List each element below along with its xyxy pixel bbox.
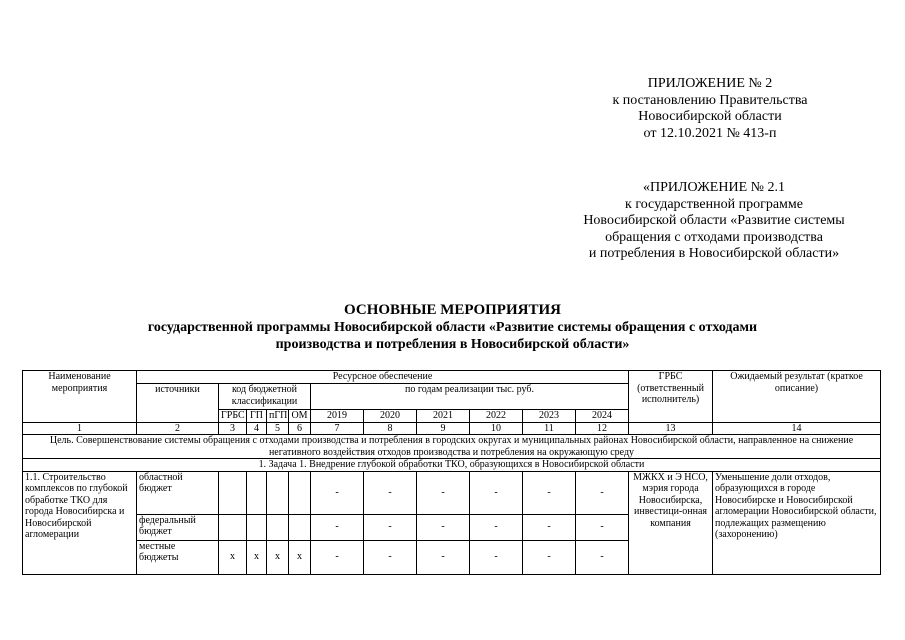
- previous-appendix-line: «ПРИЛОЖЕНИЕ № 2.1: [643, 180, 785, 195]
- code-cell: [247, 471, 267, 514]
- column-number: 10: [470, 422, 523, 435]
- column-number: 4: [247, 422, 267, 435]
- source-cell: областной бюджет: [137, 471, 219, 514]
- column-numbers-row: [23, 422, 881, 435]
- header-year: 2024: [576, 410, 629, 423]
- header-year: 2020: [364, 410, 417, 423]
- value-cell: -: [311, 540, 364, 574]
- title-line-3: производства и потребления в Новосибирской области»: [275, 337, 630, 352]
- code-cell: [289, 471, 311, 514]
- value-cell: -: [417, 471, 470, 514]
- value-cell: -: [576, 471, 629, 514]
- column-number: 3: [219, 422, 247, 435]
- value-cell: -: [470, 540, 523, 574]
- header-name: Наименование мероприятия: [23, 371, 137, 423]
- column-number: 2: [137, 422, 219, 435]
- code-cell: х: [267, 540, 289, 574]
- code-cell: [219, 514, 247, 540]
- header-resources: Ресурсное обеспечение: [137, 371, 629, 384]
- code-cell: х: [219, 540, 247, 574]
- code-cell: [267, 471, 289, 514]
- value-cell: -: [576, 514, 629, 540]
- column-number: 7: [311, 422, 364, 435]
- measure-name: 1.1. Строительство комплексов по глубокой обработке ТКО для города Новосибирска и Новосибирской агломерации: [23, 471, 137, 574]
- value-cell: -: [576, 540, 629, 574]
- header-code-col: ОМ: [289, 410, 311, 423]
- value-cell: -: [417, 540, 470, 574]
- value-cell: -: [364, 471, 417, 514]
- appendix-line: ПРИЛОЖЕНИЕ № 2: [647, 76, 773, 91]
- code-cell: [219, 471, 247, 514]
- header-sources: источники: [137, 384, 219, 423]
- document-title: [40, 302, 865, 353]
- code-cell: [247, 514, 267, 540]
- value-cell: -: [470, 514, 523, 540]
- column-number: 1: [23, 422, 137, 435]
- value-cell: -: [470, 471, 523, 514]
- value-cell: -: [523, 540, 576, 574]
- responsible-cell: МЖКХ и Э НСО, мэрия города Новосибирска, инвестици-онная компания: [629, 471, 713, 574]
- code-cell: [289, 514, 311, 540]
- column-number: 8: [364, 422, 417, 435]
- source-cell: местные бюджеты: [137, 540, 219, 574]
- column-number: 12: [576, 422, 629, 435]
- column-number: 14: [713, 422, 881, 435]
- appendix-header: [560, 76, 860, 142]
- code-cell: [267, 514, 289, 540]
- column-number: 5: [267, 422, 289, 435]
- code-cell: х: [247, 540, 267, 574]
- value-cell: -: [364, 514, 417, 540]
- header-code-col: пГП: [267, 410, 289, 423]
- value-cell: -: [311, 514, 364, 540]
- measures-table: [22, 370, 881, 575]
- title-line-1: ОСНОВНЫЕ МЕРОПРИЯТИЯ: [344, 302, 561, 318]
- appendix-line: Новосибирской области: [638, 109, 782, 124]
- column-number: 9: [417, 422, 470, 435]
- header-year: 2023: [523, 410, 576, 423]
- header-result: Ожидаемый результат (краткое описание): [713, 371, 881, 423]
- value-cell: -: [417, 514, 470, 540]
- header-year: 2022: [470, 410, 523, 423]
- value-cell: -: [523, 471, 576, 514]
- previous-appendix-header: [548, 180, 880, 263]
- source-cell: федеральный бюджет: [137, 514, 219, 540]
- goal-row: Цель. Совершенствование системы обращения с отходами производства и потребления в городских округах и муниципальных районах Новосибирской области, направленное на снижение негативного воздействия отходов производства и потребления на окружающую среду: [23, 435, 881, 459]
- value-cell: -: [364, 540, 417, 574]
- header-year: 2021: [417, 410, 470, 423]
- title-line-2: государственной программы Новосибирской области «Развитие системы обращения с отходами: [147, 320, 758, 335]
- header-budget-code: код бюджетной классификации: [219, 384, 311, 410]
- value-cell: -: [311, 471, 364, 514]
- previous-appendix-line: и потребления в Новосибирской области»: [588, 246, 840, 261]
- appendix-line: от 12.10.2021 № 413-п: [643, 125, 777, 141]
- previous-appendix-line: обращения с отходами производства: [605, 229, 823, 245]
- value-cell: -: [523, 514, 576, 540]
- column-number: 6: [289, 422, 311, 435]
- previous-appendix-line: к государственной программе: [625, 196, 803, 212]
- task-row: 1. Задача 1. Внедрение глубокой обработки ТКО, образующихся в Новосибирской области: [23, 459, 881, 472]
- header-code-col: ГП: [247, 410, 267, 423]
- header-grbs: ГРБС (ответственный исполнитель): [629, 371, 713, 423]
- column-number: 11: [523, 422, 576, 435]
- appendix-line: к постановлению Правительства: [612, 92, 808, 108]
- result-cell: Уменьшение доли отходов, образующихся в городе Новосибирске и Новосибирской агломерации Новосибирской области, подлежащих размещению (захоронению): [713, 471, 881, 574]
- header-by-years: по годам реализации тыс. руб.: [311, 384, 629, 410]
- previous-appendix-line: Новосибирской области «Развитие системы: [583, 213, 845, 228]
- column-number: 13: [629, 422, 713, 435]
- code-cell: х: [289, 540, 311, 574]
- header-code-col: ГРБС: [219, 410, 247, 423]
- header-year: 2019: [311, 410, 364, 423]
